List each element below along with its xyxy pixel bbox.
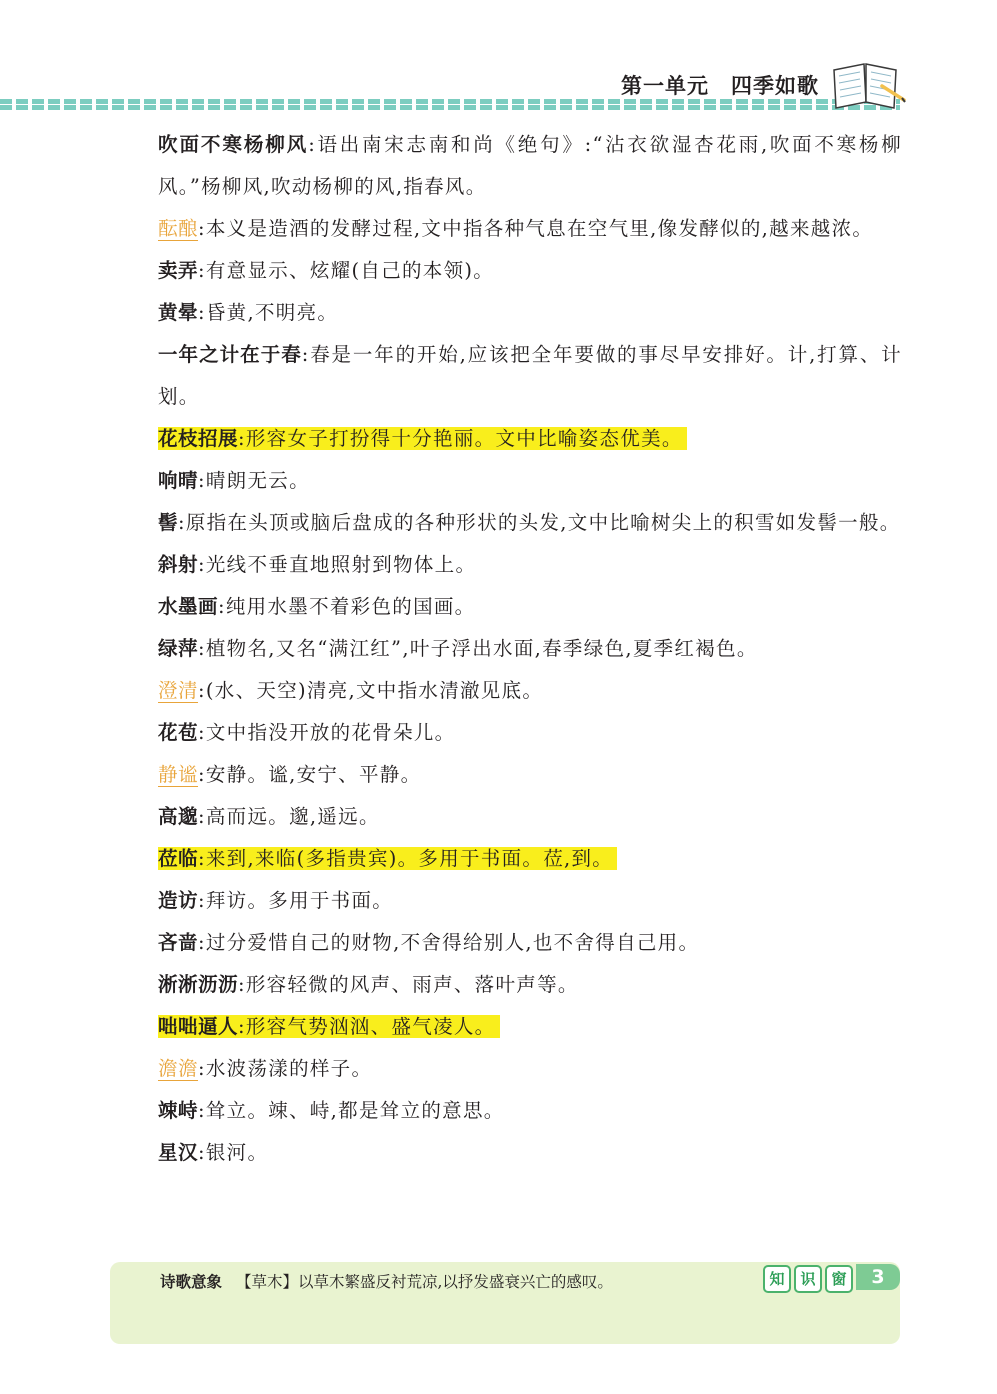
vocab-term: 澄清: [158, 679, 199, 702]
vocab-entry: [158, 502, 902, 544]
badge-char: 知: [763, 1265, 791, 1293]
vocab-term: 咄咄逼人: [158, 1015, 239, 1038]
vocab-term: 花苞: [158, 721, 199, 744]
vocab-entry: [158, 586, 902, 628]
vocab-definition: :昏黄,不明亮。: [198, 301, 339, 324]
vocab-term: 响晴: [158, 469, 199, 492]
badge-char: 窗: [825, 1265, 853, 1293]
vocab-entry: [158, 922, 902, 964]
vocab-definition: :(水、天空)清亮,文中指水清澈见底。: [198, 679, 544, 702]
vocab-entry: [158, 1090, 902, 1132]
vocab-entry: [158, 334, 902, 418]
vocab-entry: [158, 208, 902, 250]
unit-title: 第一单元 四季如歌: [621, 74, 819, 98]
vocab-definition: :过分爱惜自己的财物,不舍得给别人,也不舍得自己用。: [198, 931, 700, 954]
vocab-definition: :光线不垂直地照射到物体上。: [198, 553, 477, 576]
vocab-definition: :语出南宋志南和尚《绝句》:“沾衣欲湿杏花雨,吹面不寒杨柳风。”杨柳风,吹动杨柳的风,指春风。: [158, 133, 902, 198]
vocab-term: 水墨画: [158, 595, 219, 618]
vocab-definition: :安静。谧,安宁、平静。: [198, 763, 422, 786]
vocab-definition: :本义是造酒的发酵过程,文中指各种气息在空气里,像发酵似的,越来越浓。: [198, 217, 874, 240]
vocab-term: 一年之计在于春: [158, 343, 302, 366]
vocab-entry: [158, 796, 902, 838]
vocab-term: 花枝招展: [158, 427, 239, 450]
vocab-term: 卖弄: [158, 259, 199, 282]
vocab-definition: :高而远。邈,遥远。: [198, 805, 380, 828]
vocab-term: 高邈: [158, 805, 199, 828]
knowledge-window-badge: [763, 1265, 853, 1293]
vocab-definition: :植物名,又名“满江红”,叶子浮出水面,春季绿色,夏季红褐色。: [198, 637, 758, 660]
open-book-icon: [826, 56, 906, 112]
vocab-term: 竦峙: [158, 1099, 199, 1122]
highlight: [158, 427, 687, 450]
badge-char: 识: [794, 1265, 822, 1293]
vocab-entry: [158, 1048, 902, 1090]
page-number: 3: [856, 1264, 900, 1290]
vocab-term: 澹澹: [158, 1057, 199, 1080]
vocab-definition: :银河。: [198, 1141, 269, 1164]
vocab-term: 绿萍: [158, 637, 199, 660]
vocab-term: 黄晕: [158, 301, 199, 324]
vocab-entry: [158, 628, 902, 670]
vocab-definition: :纯用水墨不着彩色的国画。: [218, 595, 476, 618]
vocab-entry: [158, 754, 902, 796]
vocab-entry-highlighted: [158, 838, 902, 880]
vocab-definition: :形容气势汹汹、盛气凌人。: [238, 1015, 496, 1038]
vocab-entry: [158, 460, 902, 502]
vocab-definition: :文中指没开放的花骨朵儿。: [198, 721, 456, 744]
vocab-entry: [158, 124, 902, 208]
vocabulary-list: [158, 124, 902, 1174]
vocab-entry-highlighted: [158, 418, 902, 460]
vocab-entry-highlighted: [158, 1006, 902, 1048]
vocab-definition: :春是一年的开始,应该把全年要做的事尽早安排好。计,打算、计划。: [158, 343, 902, 408]
vocab-definition: :来到,来临(多指贵宾)。多用于书面。莅,到。: [198, 847, 614, 870]
vocab-definition: :拜访。多用于书面。: [198, 889, 394, 912]
vocab-entry: [158, 964, 902, 1006]
vocab-definition: :形容轻微的风声、雨声、落叶声等。: [238, 973, 579, 996]
vocab-entry: [158, 544, 902, 586]
vocab-term: 造访: [158, 889, 199, 912]
vocab-definition: :有意显示、炫耀(自己的本领)。: [198, 259, 495, 282]
highlight: [158, 847, 617, 870]
vocab-term: 静谧: [158, 763, 199, 786]
vocab-entry: [158, 712, 902, 754]
vocab-term: 星汉: [158, 1141, 199, 1164]
footer-label: 诗歌意象: [160, 1273, 223, 1291]
header-stripe-band: [0, 99, 900, 110]
vocab-term: 莅临: [158, 847, 199, 870]
vocab-entry: [158, 250, 902, 292]
vocab-term: 斜射: [158, 553, 199, 576]
vocab-entry: [158, 292, 902, 334]
highlight: [158, 1015, 500, 1038]
vocab-entry: [158, 670, 902, 712]
vocab-term: 淅淅沥沥: [158, 973, 239, 996]
vocab-entry: [158, 1132, 902, 1174]
vocab-definition: :水波荡漾的样子。: [198, 1057, 373, 1080]
vocab-term: 髻: [158, 511, 179, 534]
vocab-definition: :原指在头顶或脑后盘成的各种形状的头发,文中比喻树尖上的积雪如发髻一般。: [178, 511, 901, 534]
vocab-term: 吝啬: [158, 931, 199, 954]
vocab-entry: [158, 880, 902, 922]
vocab-definition: :晴朗无云。: [198, 469, 310, 492]
vocab-definition: :耸立。竦、峙,都是耸立的意思。: [198, 1099, 505, 1122]
vocab-term: 酝酿: [158, 217, 199, 240]
vocab-definition: :形容女子打扮得十分艳丽。文中比喻姿态优美。: [238, 427, 683, 450]
vocab-term: 吹面不寒杨柳风: [158, 133, 309, 156]
footer-text: 【草木】以草木繁盛反衬荒凉,以抒发盛衰兴亡的感叹。: [236, 1273, 613, 1291]
